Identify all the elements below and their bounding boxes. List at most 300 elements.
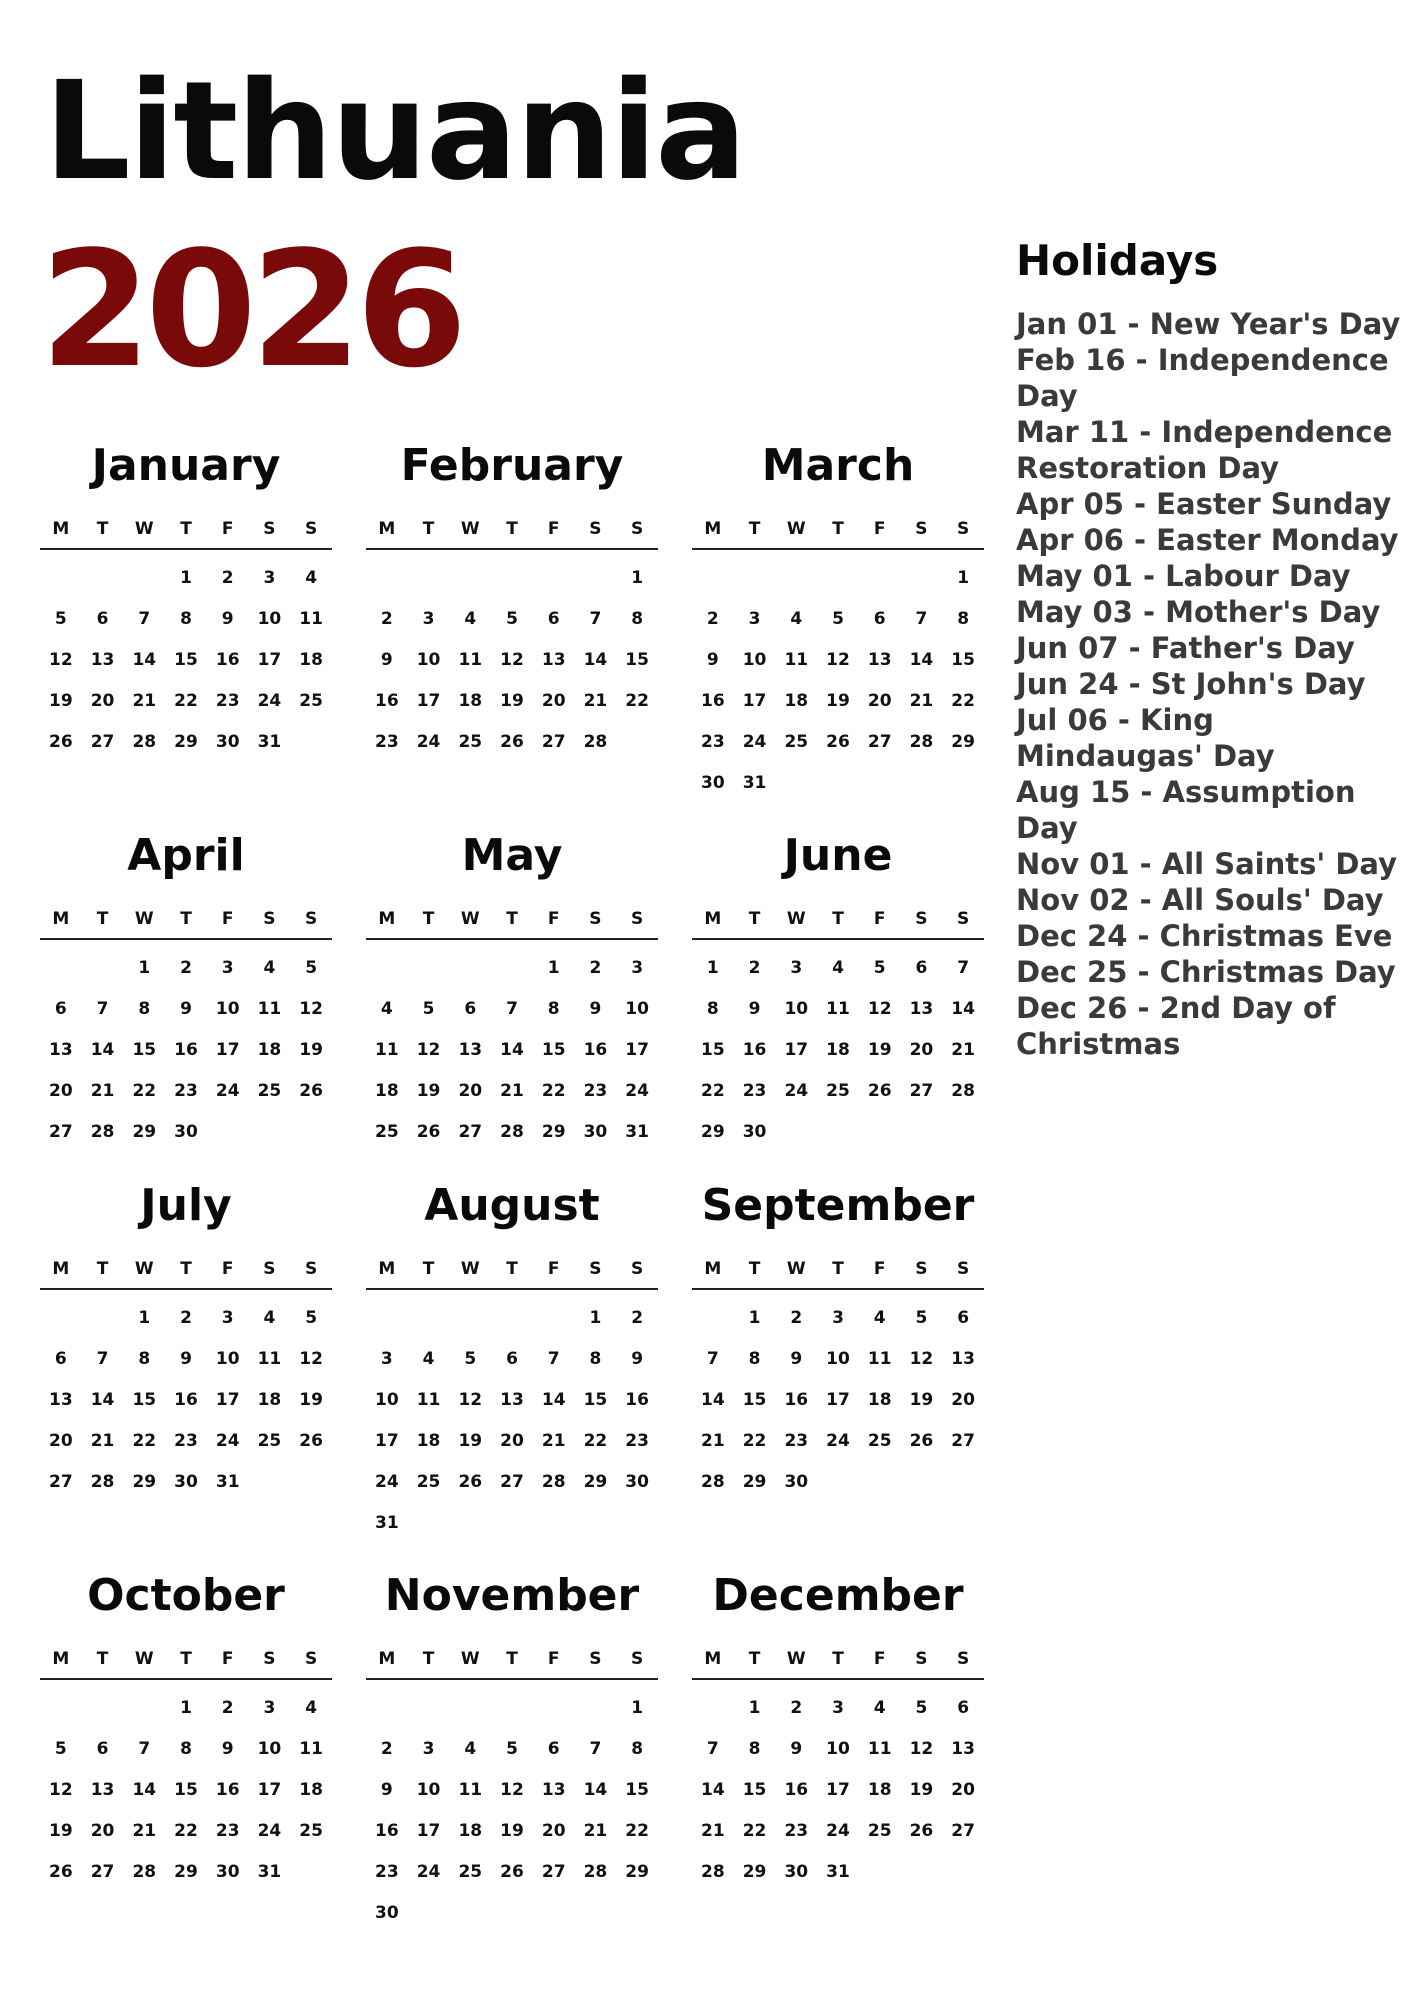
weekday-label: F xyxy=(547,909,560,929)
day-cell: 29 xyxy=(625,1862,649,1882)
day-cell: 17 xyxy=(215,1390,240,1410)
day-cell: 15 xyxy=(625,1780,649,1800)
day-cell: 18 xyxy=(867,1780,892,1800)
day-cell: 31 xyxy=(215,1472,240,1492)
day-cell: 3 xyxy=(422,609,435,629)
day-cell: 17 xyxy=(784,1040,809,1060)
weekday-label: T xyxy=(180,1259,192,1279)
day-cell: 12 xyxy=(909,1739,934,1759)
day-cell: 5 xyxy=(832,609,844,629)
month-may xyxy=(366,830,658,1210)
weekday-label: M xyxy=(378,1649,396,1669)
empty-cell xyxy=(408,1688,450,1729)
day-cell: 20 xyxy=(909,1040,934,1060)
empty-cell xyxy=(734,558,776,599)
day-cell: 21 xyxy=(90,1081,115,1101)
day-cell: 19 xyxy=(299,1040,323,1060)
day-cell: 12 xyxy=(416,1040,441,1060)
day-cell: 26 xyxy=(500,1862,524,1882)
day-cell: 2 xyxy=(589,958,602,978)
weekday-header xyxy=(692,1648,984,1680)
day-cell: 24 xyxy=(257,1821,282,1841)
day-cell: 26 xyxy=(458,1472,483,1492)
day-cell: 5 xyxy=(305,958,318,978)
day-cell: 17 xyxy=(416,691,441,711)
day-cell: 16 xyxy=(174,1040,198,1060)
weekday-label: M xyxy=(704,519,722,539)
day-cell: 12 xyxy=(500,650,524,670)
day-cell: 8 xyxy=(180,609,192,629)
holiday-item: Apr 06 - Easter Monday xyxy=(1016,523,1399,557)
weekday-label: W xyxy=(460,1649,480,1669)
day-cell: 21 xyxy=(132,1821,157,1841)
day-cell: 25 xyxy=(867,1431,892,1451)
day-cell: 6 xyxy=(96,1739,109,1759)
holiday-item: May 03 - Mother's Day xyxy=(1016,595,1381,629)
empty-cell xyxy=(449,1298,491,1339)
day-cell: 11 xyxy=(458,1780,483,1800)
day-cell: 22 xyxy=(541,1081,566,1101)
day-cell: 14 xyxy=(500,1040,524,1060)
holiday-item: Jun 07 - Father's Day xyxy=(1016,631,1355,665)
weekday-label: S xyxy=(263,519,276,539)
day-cell: 11 xyxy=(375,1040,399,1060)
day-cell: 1 xyxy=(631,1698,644,1718)
empty-cell xyxy=(533,558,575,599)
weekday-label: M xyxy=(378,519,396,539)
day-cell: 9 xyxy=(180,1349,192,1369)
weekday-label: S xyxy=(631,909,644,929)
day-cell: 28 xyxy=(951,1081,975,1101)
day-cell: 21 xyxy=(583,691,608,711)
holiday-item: May 01 - Labour Day xyxy=(1016,559,1351,593)
day-cell: 31 xyxy=(257,732,282,752)
day-cell: 19 xyxy=(500,1821,524,1841)
day-cell: 22 xyxy=(742,1431,767,1451)
day-cell: 6 xyxy=(915,958,928,978)
weekday-label: S xyxy=(589,1649,602,1669)
day-cell: 19 xyxy=(867,1040,892,1060)
day-cell: 20 xyxy=(49,1081,73,1101)
weekday-label: T xyxy=(180,909,192,929)
month-march xyxy=(692,440,984,820)
weekday-label: S xyxy=(305,909,318,929)
weekday-label: W xyxy=(786,519,806,539)
weekday-label: T xyxy=(96,909,109,929)
day-cell: 7 xyxy=(96,1349,109,1369)
empty-cell xyxy=(575,1688,617,1729)
day-cell: 13 xyxy=(49,1040,73,1060)
weekday-label: F xyxy=(221,909,234,929)
day-cell: 10 xyxy=(375,1390,399,1410)
day-cell: 14 xyxy=(90,1390,115,1410)
empty-cell xyxy=(408,948,450,989)
day-cell: 31 xyxy=(257,1862,282,1882)
day-cell: 30 xyxy=(174,1472,198,1492)
day-cell: 12 xyxy=(867,999,892,1019)
day-cell: 21 xyxy=(90,1431,115,1451)
day-cell: 5 xyxy=(915,1698,928,1718)
day-cell: 15 xyxy=(541,1040,566,1060)
day-cell: 23 xyxy=(375,732,399,752)
empty-cell xyxy=(449,1688,491,1729)
day-cell: 30 xyxy=(215,1862,240,1882)
holiday-item: Dec 26 - 2nd Day of Christmas xyxy=(1016,991,1336,1061)
empty-cell xyxy=(366,558,408,599)
day-cell: 15 xyxy=(701,1040,725,1060)
day-cell: 28 xyxy=(132,732,157,752)
holiday-item: Apr 05 - Easter Sunday xyxy=(1016,487,1392,521)
month-july xyxy=(40,1180,332,1560)
day-cell: 27 xyxy=(49,1472,73,1492)
day-cell: 16 xyxy=(784,1390,809,1410)
day-cell: 18 xyxy=(416,1431,441,1451)
day-cell: 29 xyxy=(541,1122,566,1142)
month-name: June xyxy=(783,830,893,881)
weekday-label: S xyxy=(305,1649,318,1669)
weekday-label: M xyxy=(52,1649,70,1669)
day-cell: 29 xyxy=(132,1122,157,1142)
weekday-label: S xyxy=(915,909,928,929)
day-cell: 28 xyxy=(541,1472,566,1492)
day-cell: 24 xyxy=(375,1472,399,1492)
day-cell: 3 xyxy=(748,609,761,629)
empty-cell xyxy=(123,1688,165,1729)
day-cell: 9 xyxy=(221,609,234,629)
day-cell: 11 xyxy=(867,1739,892,1759)
weekday-label: T xyxy=(506,519,518,539)
day-cell: 15 xyxy=(625,650,649,670)
day-cell: 5 xyxy=(305,1308,318,1328)
day-cell: 23 xyxy=(583,1081,608,1101)
empty-cell xyxy=(491,948,533,989)
day-cell: 28 xyxy=(909,732,934,752)
day-cell: 14 xyxy=(909,650,934,670)
day-cell: 29 xyxy=(174,1862,198,1882)
day-cell: 19 xyxy=(49,1821,73,1841)
day-cell: 22 xyxy=(174,691,198,711)
weekday-label: S xyxy=(957,909,970,929)
day-cell: 29 xyxy=(132,1472,157,1492)
month-august xyxy=(366,1180,658,1560)
day-cell: 1 xyxy=(180,1698,192,1718)
days-grid xyxy=(366,1290,658,1544)
month-name: September xyxy=(701,1180,975,1231)
day-cell: 3 xyxy=(263,1698,276,1718)
day-cell: 26 xyxy=(299,1431,323,1451)
day-cell: 20 xyxy=(500,1431,524,1451)
day-cell: 1 xyxy=(547,958,560,978)
empty-cell xyxy=(859,558,901,599)
day-cell: 16 xyxy=(625,1390,649,1410)
day-cell: 14 xyxy=(583,1780,608,1800)
weekday-label: T xyxy=(506,1649,518,1669)
day-cell: 1 xyxy=(748,1308,761,1328)
weekday-label: S xyxy=(631,1259,644,1279)
day-cell: 7 xyxy=(138,1739,151,1759)
day-cell: 19 xyxy=(909,1780,934,1800)
weekday-header xyxy=(692,1258,984,1290)
day-cell: 9 xyxy=(380,1780,393,1800)
empty-cell xyxy=(692,1688,734,1729)
weekday-label: M xyxy=(52,1259,70,1279)
day-cell: 17 xyxy=(257,1780,282,1800)
day-cell: 8 xyxy=(706,999,719,1019)
weekday-label: F xyxy=(873,1259,886,1279)
weekday-label: M xyxy=(378,909,396,929)
day-cell: 23 xyxy=(215,691,240,711)
day-cell: 4 xyxy=(790,609,803,629)
day-cell: 9 xyxy=(180,999,192,1019)
holiday-item: Jul 06 - King Mindaugas' Day xyxy=(1016,703,1275,773)
day-cell: 19 xyxy=(416,1081,441,1101)
day-cell: 30 xyxy=(742,1122,767,1142)
day-cell: 21 xyxy=(132,691,157,711)
days-grid xyxy=(366,550,658,763)
day-cell: 27 xyxy=(951,1431,975,1451)
day-cell: 21 xyxy=(951,1040,975,1060)
month-name: March xyxy=(761,440,915,491)
day-cell: 19 xyxy=(49,691,73,711)
month-december xyxy=(692,1570,984,1950)
day-cell: 8 xyxy=(138,1349,151,1369)
day-cell: 25 xyxy=(416,1472,441,1492)
weekday-label: F xyxy=(547,1259,560,1279)
weekday-label: S xyxy=(957,1259,970,1279)
weekday-label: W xyxy=(786,1259,806,1279)
day-cell: 16 xyxy=(174,1390,198,1410)
weekday-label: T xyxy=(748,1259,761,1279)
day-cell: 14 xyxy=(701,1390,725,1410)
weekday-label: M xyxy=(704,909,722,929)
day-cell: 11 xyxy=(257,999,282,1019)
weekday-header xyxy=(40,518,332,550)
day-cell: 26 xyxy=(416,1122,441,1142)
empty-cell xyxy=(575,558,617,599)
weekday-label: F xyxy=(873,519,886,539)
empty-cell xyxy=(82,1298,124,1339)
empty-cell xyxy=(901,558,943,599)
day-cell: 26 xyxy=(909,1821,934,1841)
days-grid xyxy=(40,940,332,1153)
empty-cell xyxy=(692,1298,734,1339)
day-cell: 15 xyxy=(132,1390,157,1410)
day-cell: 14 xyxy=(541,1390,566,1410)
weekday-label: W xyxy=(460,1259,480,1279)
day-cell: 13 xyxy=(500,1390,524,1410)
day-cell: 22 xyxy=(174,1821,198,1841)
day-cell: 22 xyxy=(132,1081,157,1101)
day-cell: 4 xyxy=(464,1739,477,1759)
weekday-label: T xyxy=(832,1259,844,1279)
day-cell: 11 xyxy=(416,1390,441,1410)
day-cell: 22 xyxy=(132,1431,157,1451)
empty-cell xyxy=(775,558,817,599)
month-january xyxy=(40,440,332,820)
day-cell: 4 xyxy=(873,1308,886,1328)
day-cell: 16 xyxy=(742,1040,767,1060)
weekday-label: T xyxy=(422,909,435,929)
weekday-label: T xyxy=(96,1649,109,1669)
holiday-item: Feb 16 - Independence Day xyxy=(1016,343,1389,413)
day-cell: 24 xyxy=(826,1431,850,1451)
day-cell: 2 xyxy=(790,1698,803,1718)
day-cell: 10 xyxy=(416,650,441,670)
day-cell: 18 xyxy=(257,1390,282,1410)
empty-cell xyxy=(533,1688,575,1729)
day-cell: 31 xyxy=(375,1513,399,1533)
day-cell: 28 xyxy=(583,1862,608,1882)
day-cell: 23 xyxy=(701,732,725,752)
day-cell: 18 xyxy=(257,1040,282,1060)
day-cell: 5 xyxy=(873,958,886,978)
empty-cell xyxy=(82,948,124,989)
weekday-label: F xyxy=(221,1649,234,1669)
day-cell: 16 xyxy=(375,1821,399,1841)
day-cell: 21 xyxy=(583,1821,608,1841)
weekday-label: W xyxy=(460,909,480,929)
day-cell: 5 xyxy=(506,1739,518,1759)
weekday-label: W xyxy=(134,909,154,929)
empty-cell xyxy=(123,558,165,599)
day-cell: 5 xyxy=(506,609,518,629)
weekday-label: T xyxy=(422,1259,435,1279)
day-cell: 18 xyxy=(784,691,809,711)
day-cell: 25 xyxy=(458,732,483,752)
weekday-label: S xyxy=(305,1259,318,1279)
holiday-list xyxy=(1016,306,1406,1062)
day-cell: 21 xyxy=(701,1431,725,1451)
day-cell: 23 xyxy=(784,1431,809,1451)
day-cell: 10 xyxy=(257,609,282,629)
weekday-label: T xyxy=(422,1649,435,1669)
day-cell: 10 xyxy=(826,1349,850,1369)
day-cell: 23 xyxy=(215,1821,240,1841)
day-cell: 7 xyxy=(957,958,970,978)
day-cell: 13 xyxy=(49,1390,73,1410)
day-cell: 29 xyxy=(174,732,198,752)
day-cell: 7 xyxy=(138,609,151,629)
weekday-label: M xyxy=(52,519,70,539)
month-name: July xyxy=(140,1180,232,1231)
day-cell: 20 xyxy=(90,691,115,711)
day-cell: 6 xyxy=(547,1739,560,1759)
day-cell: 25 xyxy=(458,1862,483,1882)
empty-cell xyxy=(449,948,491,989)
day-cell: 8 xyxy=(547,999,560,1019)
month-october xyxy=(40,1570,332,1950)
day-cell: 5 xyxy=(54,1739,67,1759)
month-june xyxy=(692,830,984,1210)
empty-cell xyxy=(82,558,124,599)
day-cell: 9 xyxy=(631,1349,644,1369)
day-cell: 1 xyxy=(957,568,970,588)
day-cell: 2 xyxy=(180,1308,192,1328)
empty-cell xyxy=(692,558,734,599)
day-cell: 9 xyxy=(790,1349,803,1369)
weekday-label: T xyxy=(748,1649,761,1669)
day-cell: 4 xyxy=(263,958,276,978)
day-cell: 12 xyxy=(299,999,323,1019)
day-cell: 23 xyxy=(784,1821,809,1841)
day-cell: 15 xyxy=(742,1780,767,1800)
day-cell: 3 xyxy=(221,958,234,978)
day-cell: 24 xyxy=(625,1081,649,1101)
day-cell: 2 xyxy=(631,1308,644,1328)
day-cell: 2 xyxy=(380,1739,393,1759)
day-cell: 12 xyxy=(299,1349,323,1369)
day-cell: 13 xyxy=(951,1739,975,1759)
day-cell: 9 xyxy=(706,650,719,670)
day-cell: 26 xyxy=(299,1081,323,1101)
day-cell: 16 xyxy=(701,691,725,711)
day-cell: 25 xyxy=(375,1122,399,1142)
day-cell: 25 xyxy=(257,1431,282,1451)
month-name: April xyxy=(127,830,245,881)
day-cell: 17 xyxy=(826,1390,850,1410)
weekday-label: T xyxy=(96,1259,109,1279)
day-cell: 11 xyxy=(458,650,483,670)
empty-cell xyxy=(533,1298,575,1339)
day-cell: 7 xyxy=(96,999,109,1019)
day-cell: 1 xyxy=(180,568,192,588)
empty-cell xyxy=(40,1688,82,1729)
empty-cell xyxy=(408,1298,450,1339)
day-cell: 8 xyxy=(631,1739,644,1759)
day-cell: 24 xyxy=(784,1081,809,1101)
day-cell: 13 xyxy=(90,1780,115,1800)
day-cell: 5 xyxy=(464,1349,477,1369)
weekday-label: S xyxy=(915,1649,928,1669)
day-cell: 16 xyxy=(215,1780,240,1800)
weekday-label: T xyxy=(832,909,844,929)
day-cell: 25 xyxy=(299,691,323,711)
day-cell: 22 xyxy=(951,691,975,711)
holiday-item: Nov 01 - All Saints' Day xyxy=(1016,847,1397,881)
page-title: Lithuania xyxy=(44,53,745,211)
day-cell: 31 xyxy=(826,1862,850,1882)
day-cell: 8 xyxy=(589,1349,602,1369)
day-cell: 3 xyxy=(263,568,276,588)
day-cell: 12 xyxy=(909,1349,934,1369)
day-cell: 7 xyxy=(547,1349,560,1369)
weekday-label: F xyxy=(547,519,560,539)
day-cell: 8 xyxy=(748,1349,761,1369)
day-cell: 2 xyxy=(706,609,719,629)
day-cell: 8 xyxy=(138,999,151,1019)
day-cell: 17 xyxy=(625,1040,649,1060)
weekday-header xyxy=(692,908,984,940)
day-cell: 7 xyxy=(915,609,928,629)
day-cell: 13 xyxy=(909,999,934,1019)
day-cell: 13 xyxy=(541,1780,566,1800)
day-cell: 8 xyxy=(180,1739,192,1759)
empty-cell xyxy=(491,558,533,599)
day-cell: 28 xyxy=(132,1862,157,1882)
day-cell: 6 xyxy=(96,609,109,629)
weekday-label: F xyxy=(221,1259,234,1279)
weekday-label: F xyxy=(873,909,886,929)
day-cell: 16 xyxy=(784,1780,809,1800)
weekday-label: M xyxy=(378,1259,396,1279)
month-name: November xyxy=(384,1570,640,1621)
weekday-label: S xyxy=(305,519,318,539)
day-cell: 3 xyxy=(380,1349,393,1369)
day-cell: 7 xyxy=(506,999,518,1019)
day-cell: 13 xyxy=(541,650,566,670)
day-cell: 18 xyxy=(826,1040,850,1060)
day-cell: 11 xyxy=(299,609,323,629)
